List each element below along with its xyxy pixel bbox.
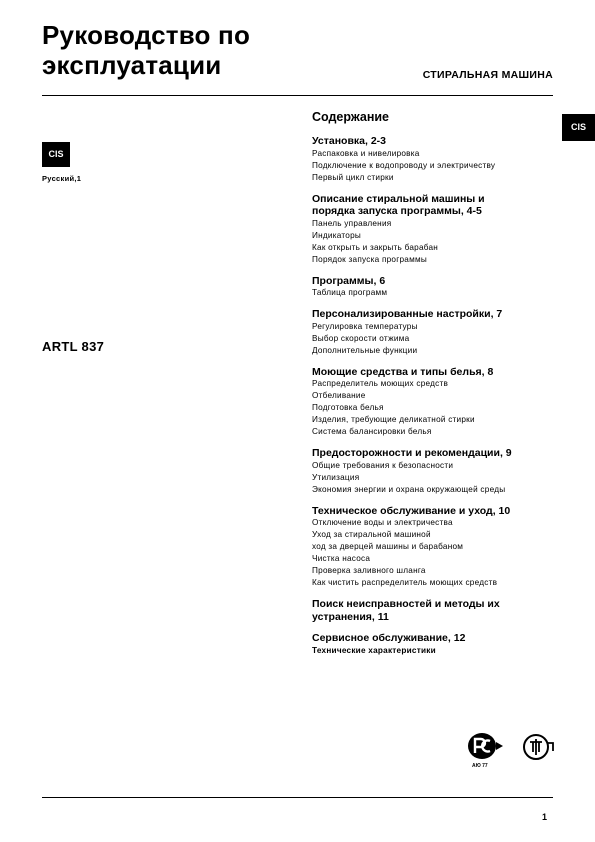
toc-item[interactable]: Изделия, требующие деликатной стирки bbox=[312, 415, 475, 424]
toc-sections bbox=[312, 135, 562, 657]
toc-item[interactable]: Отключение воды и электричества bbox=[312, 518, 453, 527]
cis-badge: CIS bbox=[42, 142, 70, 167]
toc-item[interactable]: Выбор скорости отжима bbox=[312, 333, 410, 343]
toc-item[interactable]: Подключение к водопроводу и электричеству bbox=[312, 160, 496, 170]
certification-code: AЮ 77 bbox=[472, 763, 488, 769]
toc-section-heading[interactable]: Программы, 6 bbox=[312, 274, 386, 287]
toc-section bbox=[312, 193, 562, 266]
toc-section bbox=[312, 598, 562, 623]
toc-section bbox=[312, 632, 562, 657]
toc-section bbox=[312, 275, 562, 300]
bottom-divider bbox=[42, 797, 553, 798]
toc-item[interactable]: Чистка насоса bbox=[312, 554, 371, 563]
toc-item[interactable]: Распаковка и нивелировка bbox=[312, 148, 420, 158]
title-line-2: эксплуатации bbox=[42, 50, 222, 80]
toc-section-heading[interactable]: Техническое обслуживание и уход, 10 bbox=[312, 504, 511, 517]
toc-item[interactable]: Проверка заливного шланга bbox=[312, 566, 426, 575]
title-line-1: Руководство по bbox=[42, 20, 251, 50]
toc-item[interactable]: Отбеливание bbox=[312, 391, 366, 400]
table-of-contents bbox=[312, 110, 562, 666]
toc-item[interactable]: Технические характеристики bbox=[312, 645, 436, 655]
document-subtitle: СТИРАЛЬНАЯ МАШИНА bbox=[422, 69, 553, 81]
toc-section-heading[interactable]: Установка, 2-3 bbox=[312, 135, 387, 147]
toc-section-heading[interactable]: Персонализированные настройки, 7 bbox=[312, 308, 503, 320]
toc-section bbox=[312, 505, 562, 590]
toc-item[interactable]: Система балансировки белья bbox=[312, 427, 432, 436]
toc-title: Содержание bbox=[312, 110, 390, 124]
toc-item[interactable]: Как чистить распределитель моющих средств bbox=[312, 578, 498, 587]
toc-section bbox=[312, 366, 562, 439]
toc-item[interactable]: Подготовка белья bbox=[312, 403, 384, 412]
toc-item[interactable]: Как открыть и закрыть барабан bbox=[312, 242, 439, 252]
toc-item[interactable]: Таблица программ bbox=[312, 288, 388, 297]
toc-section-heading[interactable]: Сервисное обслуживание, 12 bbox=[312, 632, 466, 644]
toc-item[interactable]: Утилизация bbox=[312, 472, 360, 482]
toc-section-heading[interactable]: Предосторожности и рекомендации, 9 bbox=[312, 447, 512, 459]
toc-section-heading[interactable]: Моющие средства и типы белья, 8 bbox=[312, 365, 494, 378]
toc-item[interactable]: ход за дверцей машины и барабаном bbox=[312, 542, 464, 551]
toc-section bbox=[312, 447, 562, 496]
gost-certification-icon bbox=[522, 732, 554, 762]
toc-section-heading[interactable]: Поиск неисправностей и методы их устранения, 11 bbox=[312, 598, 500, 623]
toc-section bbox=[312, 135, 562, 184]
toc-item[interactable]: Распределитель моющих средств bbox=[312, 379, 449, 388]
toc-item[interactable]: Первый цикл стирки bbox=[312, 172, 394, 182]
toc-item[interactable]: Регулировка температуры bbox=[312, 321, 418, 331]
toc-section bbox=[312, 308, 562, 357]
toc-item[interactable]: Экономия энергии и охрана окружающей среды bbox=[312, 484, 506, 494]
document-title bbox=[42, 20, 250, 80]
toc-item[interactable]: Дополнительные функции bbox=[312, 345, 418, 355]
toc-item[interactable]: Индикаторы bbox=[312, 230, 362, 240]
model-name: ARTL 837 bbox=[42, 339, 105, 354]
toc-item[interactable]: Порядок запуска программы bbox=[312, 254, 427, 264]
toc-item[interactable]: Панель управления bbox=[312, 218, 392, 228]
language-link[interactable]: Русский,1 bbox=[42, 174, 82, 183]
toc-item[interactable]: Общие требования к безопасности bbox=[312, 460, 454, 470]
toc-section-heading[interactable]: Описание стиральной машины и порядка запуска программы, 4-5 bbox=[312, 192, 485, 217]
cis-edge-tab: CIS bbox=[562, 114, 595, 141]
pct-certification-icon bbox=[467, 732, 505, 762]
top-divider bbox=[42, 95, 553, 96]
toc-item[interactable]: Уход за стиральной машиной bbox=[312, 530, 431, 539]
page-number: 1 bbox=[541, 812, 547, 822]
